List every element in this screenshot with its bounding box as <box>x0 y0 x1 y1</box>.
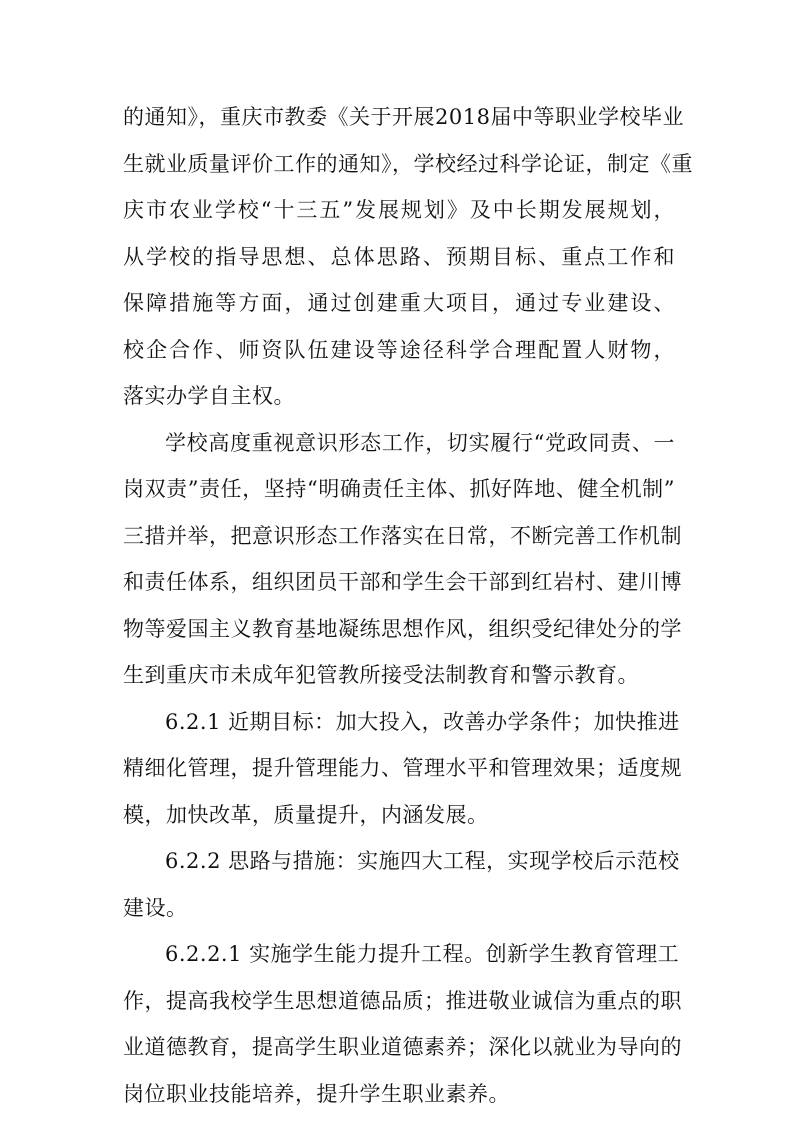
document-body <box>123 94 693 1117</box>
paragraph-line: 业道德教育，提高学生职业道德素养；深化以就业为导向的 <box>123 1035 682 1059</box>
paragraph-1 <box>123 94 693 420</box>
paragraph-2 <box>123 420 682 699</box>
paragraph-line: 岗位职业技能培养，提升学生职业素养。 <box>123 1081 510 1106</box>
paragraph-line: 学校高度重视意识形态工作，切实履行“党政同责、一 <box>165 430 675 455</box>
paragraph-line: 建设。 <box>123 895 188 920</box>
paragraph-line: 的通知》，重庆市教委《关于开展2018届中等职业学校毕业 <box>123 105 684 129</box>
paragraph-line: 精细化管理，提升管理能力、管理水平和管理效果；适度规 <box>123 756 682 780</box>
paragraph-3 <box>123 699 682 839</box>
paragraph-line: 模，加快改革，质量提升，内涵发展。 <box>123 802 489 827</box>
paragraph-line: 落实办学自主权。 <box>123 384 295 408</box>
paragraph-line: 物等爱国主义教育基地凝练思想作风，组织受纪律处分的学 <box>123 616 682 641</box>
paragraph-line: 生就业质量评价工作的通知》，学校经过科学论证，制定《重 <box>123 151 693 176</box>
paragraph-5 <box>123 931 682 1117</box>
paragraph-line: 保障措施等方面，通过创建重大项目，通过专业建设、 <box>123 291 675 315</box>
paragraph-line: 岗双责”责任，坚持“明确责任主体、抓好阵地、健全机制” <box>123 477 675 501</box>
paragraph-line: 生到重庆市未成年犯管教所接受法制教育和警示教育。 <box>123 663 639 687</box>
paragraph-line: 和责任体系，组织团员干部和学生会干部到红岩村、建川博 <box>123 570 682 594</box>
paragraph-line: 6.2.1 近期目标：加大投入，改善办学条件；加快推进 <box>165 709 680 734</box>
paragraph-line: 6.2.2 思路与措施：实施四大工程，实现学校后示范校 <box>165 849 680 873</box>
paragraph-line: 庆市农业学校“十三五”发展规划》及中长期发展规划， <box>123 198 675 222</box>
paragraph-line: 三措并举，把意识形态工作落实在日常，不断完善工作机制 <box>123 523 682 548</box>
paragraph-line: 6.2.2.1 实施学生能力提升工程。创新学生教育管理工 <box>165 942 680 966</box>
paragraph-line: 从学校的指导思想、总体思路、预期目标、重点工作和 <box>123 244 675 269</box>
paragraph-line: 校企合作、师资队伍建设等途径科学合理配置人财物， <box>123 337 675 362</box>
paragraph-4 <box>123 838 680 931</box>
paragraph-line: 作，提高我校学生思想道德品质；推进敬业诚信为重点的职 <box>123 988 682 1013</box>
